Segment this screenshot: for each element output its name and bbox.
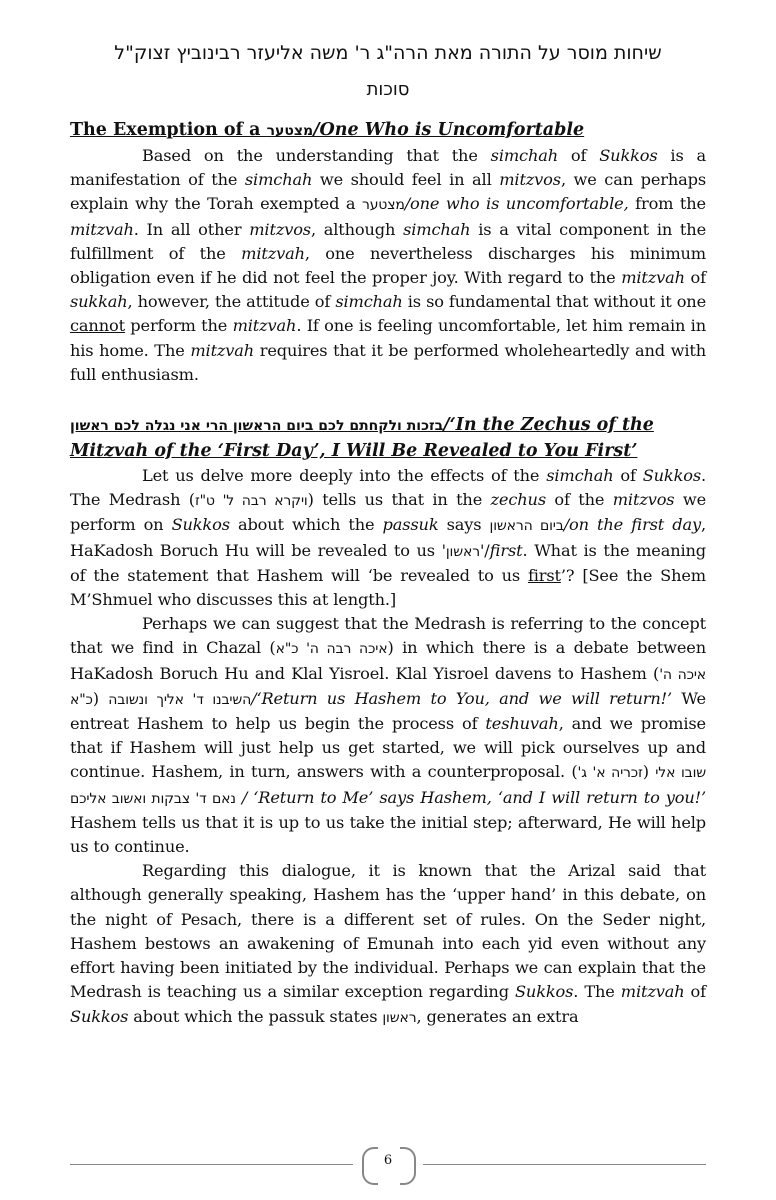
text-run: of the [545,490,613,510]
text-run: ) in which there is a debate between HaKadosh Boruch Hu and Klal Yisroel. Klal Yisroel davens to Hashem ( [70,638,706,683]
italic-run: mitzvah [70,219,134,239]
footer-bracket-right [400,1147,416,1185]
text-run: from the [628,194,706,214]
text-run: is so fundamental that without it one [402,292,707,312]
italic-run: simchah [244,170,313,190]
italic-run: simchah [335,292,403,312]
italic-run: simchah [546,466,614,486]
text-run: , one nevertheless discharges his minimum obligation even if he did not feel the proper joy. With regard to the [70,243,707,288]
italic-run: mitzvah [190,340,255,360]
text-run: . The [573,982,621,1002]
italic-run: mitzvah [621,268,685,288]
italic-run: /one who is uncomfortable, [404,194,629,214]
hebrew-run: ראשון [382,1009,417,1026]
text-run: '/ [479,540,490,560]
italic-run: mitzvos [249,219,311,239]
text-run: , and we promise that if Hashem will just help us get started, we will pick ourselves up and continue. Hashem, in turn, answers with a counterproposal. ( [70,714,706,782]
heading-italic: /One Who is Uncomfortable [313,120,585,140]
section-heading-zechus [70,413,706,464]
page-footer [70,1147,706,1183]
hebrew-run: שובו אלי נאם ד' צבקות ואשוב אליכם [70,765,706,807]
italic-run: mitzvos [612,490,675,510]
text-run: , generates an extra [416,1006,579,1026]
text-run: , HaKadosh Boruch Hu will be revealed to us ' [70,515,706,560]
italic-run: mitzvah [232,316,297,336]
paragraph-arizal [70,859,706,1029]
text-run: . If one is feeling uncomfortable, let him remain in his home. The [70,316,706,360]
italic-run: Sukkos [642,466,701,486]
heading-hebrew: מצטער [266,123,314,139]
italic-run: mitzvah [241,243,305,263]
paragraph-debate [70,612,706,859]
italic-run: mitzvah [620,982,685,1002]
hebrew-run: מצטער [361,197,405,214]
text-run: we perform on [70,490,707,535]
hebrew-run: זכריה א' ג' [577,765,643,782]
text-run: Let us delve more deeply into the effects of the [142,466,547,486]
text-run: We entreat Hashem to help us begin the process of [70,688,706,734]
italic-run: Sukkos [171,515,230,535]
italic-run: mitzvos [499,170,561,190]
text-run: . The Medrash ( [70,466,706,510]
italic-run: /‘Return us Hashem to You, and we will return!’ [251,688,673,708]
text-run: of [684,268,706,288]
text-run: is a manifestation of the [70,146,706,190]
italic-run: simchah [490,146,559,165]
page-content [70,38,706,1030]
text-run: about which the passuk states [128,1006,383,1026]
text-run: of [613,466,643,486]
italic-run: simchah [403,219,471,239]
paragraph-medrash [70,464,706,612]
italic-run: Sukkos [599,146,658,165]
running-header-title: שיחות מוסר על התורה מאת הרה"ג ר' משה אליעזר רבינוביץ זצוק"ל [114,42,662,64]
underline-run: cannot [70,316,125,336]
text-run: of [684,982,706,1002]
italic-run: sukkah [70,292,128,312]
heading-text: The Exemption of a [70,120,267,140]
hebrew-run: ויקרא רבה ל' ט"ז [194,493,308,510]
paragraph-exemption [70,144,706,387]
hebrew-run: ביום הראשון [489,518,564,535]
heading-hebrew: בזכות ולקחתם לכם ביום הראשון הרי אני נגלה לכם ראשון [70,418,444,435]
text-run: says [438,515,490,535]
italic-run: Sukkos [514,982,574,1002]
underline-run: first [527,565,561,585]
italic-run: teshuvah [485,714,559,734]
text-run: ’? [See the Shem M’Shmuel who discusses this at length.] [70,565,706,610]
text-run: of [558,146,600,165]
footer-rule-right [423,1164,706,1165]
text-run: . In all other [133,219,250,239]
text-run: , however, the attitude of [127,292,336,312]
hebrew-run: איכה ה' כ"א [70,666,707,708]
text-run: ) [92,688,109,708]
text-run: , although [310,219,404,239]
italic-run: /on the first day [563,515,701,535]
italic-run: first [489,540,523,560]
text-run: Regarding this dialogue, it is known that the Arizal said that although generally speaking, Hashem has the ‘upper hand’ in this debate, on the night of Pesach, there is a different set of rules. On the Seder night, Hashem bestows an awakening of Emunah into each yid even without any effort having been initiated by the individual. Perhaps we can explain that the Medrash is teaching us a similar exception regarding [70,861,706,1002]
text-run: Perhaps we can suggest that the Medrash is referring to the concept that we find in Chazal ( [70,614,706,658]
hebrew-run: ראשון [445,543,480,560]
text-run: we should feel in all [312,170,500,190]
running-header-subtitle: סוכות [366,79,410,100]
italic-run: Sukkos [70,1006,129,1026]
text-run: about which the [229,515,383,535]
heading-italic: /‘In the Zechus of the Mitzvah of the ‘First Day’, I Will Be Revealed to You First’ [70,415,654,462]
text-run: perform the [124,316,233,336]
italic-run: zechus [490,490,546,510]
text-run: Based on the understanding that the [142,146,491,165]
text-run: . What is the meaning of the statement that Hashem will ‘be revealed to us [70,540,706,585]
text-run: ) [642,762,656,782]
text-run: Hashem tells us that it is up to us take the initial step; afterward, He will help us to continue. [70,812,706,857]
text-run: is a vital component in the fulfillment of the [70,219,706,263]
italic-run: / ‘Return to Me’ says Hashem, ‘and I will return to you!’ [235,787,706,807]
footer-rule-left [70,1164,353,1165]
hebrew-run: השיבנו ד' אליך ונשובה [108,691,252,708]
page-number: 6 [383,1153,393,1168]
section-heading-exemption [70,118,706,144]
italic-run: passuk [382,515,439,535]
text-run: requires that it be performed wholeheartedly and with full enthusiasm. [70,340,706,384]
text-run: ) tells us that in the [307,490,491,510]
hebrew-run: איכה רבה ה' כ"א [275,641,388,658]
text-run: , we can perhaps explain why the Torah exempted a [70,170,706,214]
